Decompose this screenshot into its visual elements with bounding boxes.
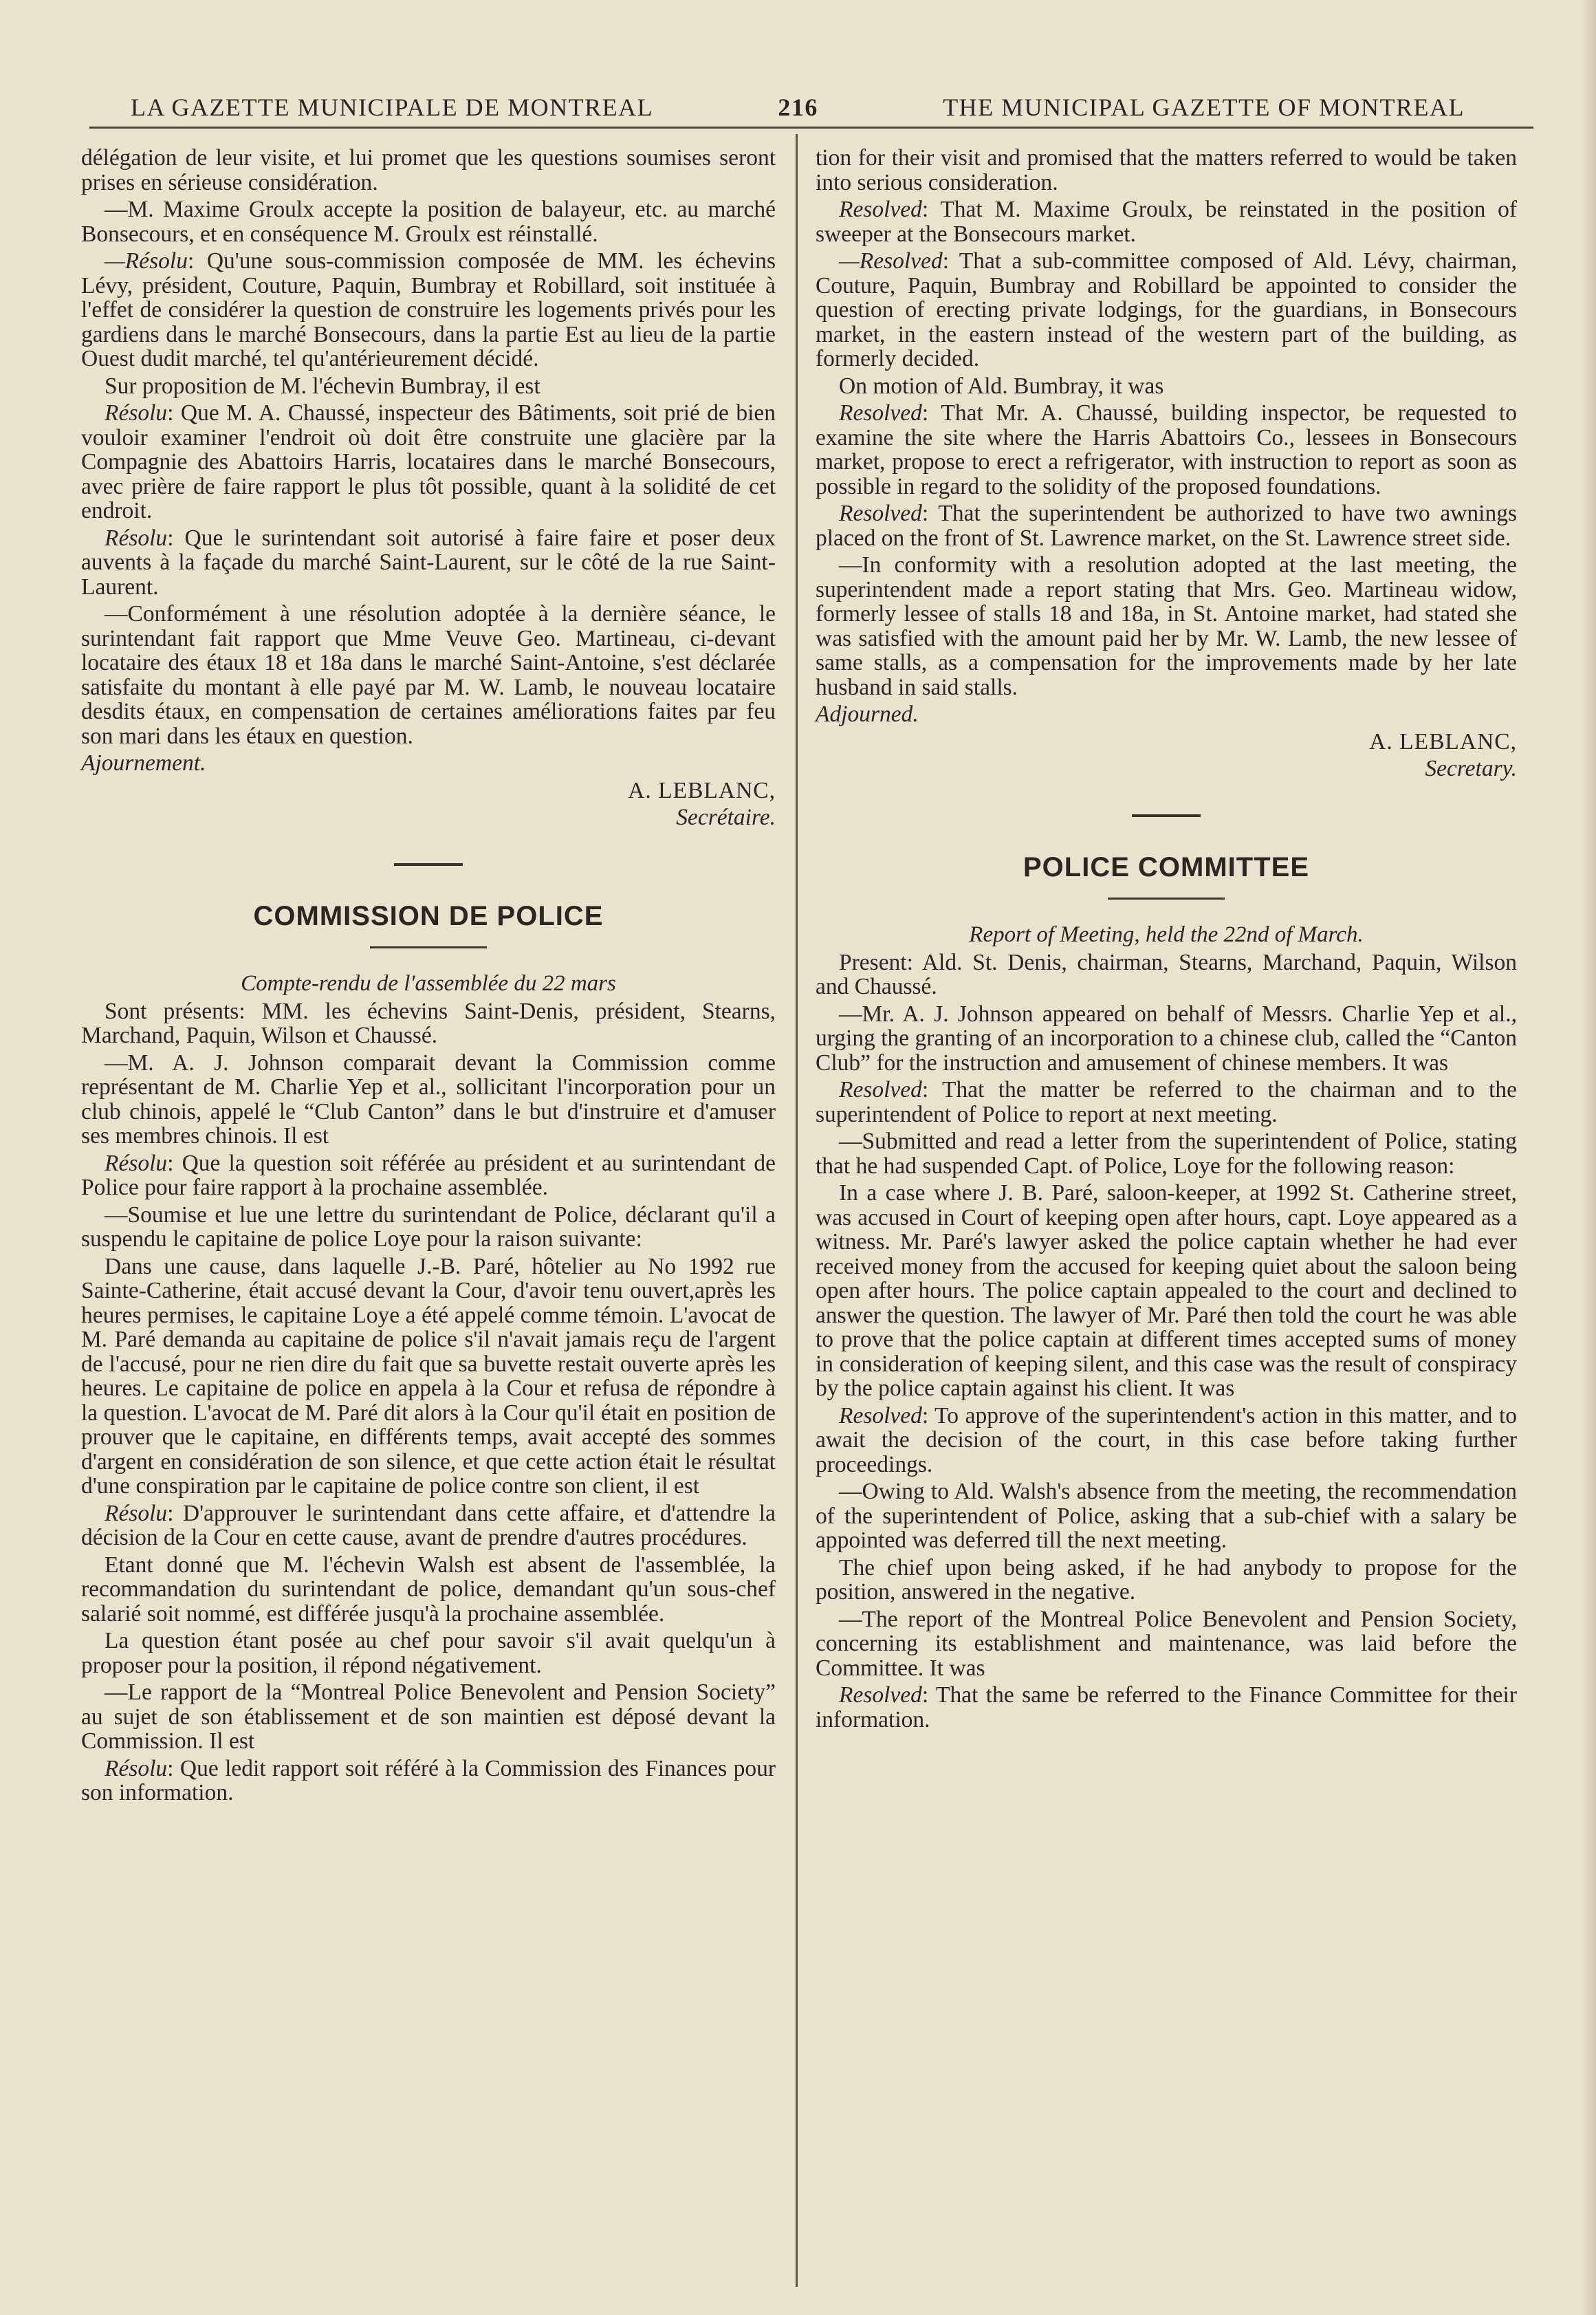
section-separator xyxy=(1132,814,1201,817)
paragraph xyxy=(81,1151,776,1200)
paragraph: tion for their visit and promised that the matters referred to would be taken into serious consideration. xyxy=(816,145,1517,195)
resolution-label: Resolved xyxy=(839,501,922,526)
paragraph: —M. A. J. Johnson comparait devant la Commission comme représentant de M. Charlie Yep et al., sollicitant l'incorporation pour un club chinois, appelé le “Club Canton” dans le but d'instruire et d'amuser ses membres chinois. Il est xyxy=(81,1050,776,1149)
resolution-text: : D'approuver le surintendant dans cette affaire, et d'attendre la décision de la Cour en cette cause, avant de prendre d'autres procédures. xyxy=(81,1500,776,1550)
resolution-label: Resolved xyxy=(839,400,922,426)
paragraph: —Mr. A. J. Johnson appeared on behalf of Messrs. Charlie Yep et al., urging the granting of an incorporation to a chinese club, called the “Canton Club” for the instruction and amusement of chinese members. It was xyxy=(816,1001,1517,1076)
resolution-text: : To approve of the superintendent's action in this matter, and to await the decision of the court, in this case before taking further proceedings. xyxy=(816,1402,1517,1477)
resolution-text: : Que la question soit référée au président et au surintendant de Police pour faire rapport à la prochaine assemblée. xyxy=(81,1150,776,1200)
paragraph: —M. Maxime Groulx accepte la position de balayeur, etc. au marché Bonsecours, et en conséquence M. Groulx est réinstallé. xyxy=(81,197,776,247)
paragraph: —Conformément à une résolution adoptée à la dernière séance, le surintendant fait rapport que Mme Veuve Geo. Martineau, ci-devant locataire des étaux 18 et 18a dans le marché Saint-Antoine, s'est déclarée satisfaite du montant à elle payé par M. W. Lamb, le nouveau locataire desdits étaux, en compensation de certaines améliorations faites par feu son mari dans les étaux en question. xyxy=(81,601,776,749)
paragraph: Present: Ald. St. Denis, chairman, Stearns, Marchand, Paquin, Wilson and Chaussé. xyxy=(816,949,1517,999)
resolution-text: : That the same be referred to the Finance Committee for their information. xyxy=(816,1682,1517,1732)
resolution-label: —Resolved xyxy=(839,248,943,274)
resolution-text: : That the superintendent be authorized to have two awnings placed on the front of St. Lawrence market, on the St. Lawrence street side. xyxy=(816,501,1517,551)
resolution-label: Resolved xyxy=(839,1402,922,1428)
paragraph xyxy=(81,1501,776,1550)
paragraph xyxy=(81,526,776,600)
paragraph: Dans une cause, dans laquelle J.-B. Paré, hôtelier au No 1992 rue Sainte-Catherine, était accusé devant la Cour, d'avoir tenu ouvert,après les heures permises, le capitaine Loye a été appelé comme témoin. L'avocat de M. Paré demanda au capitaine de police s'il n'avait jamais reçu de l'argent de l'accusé, pour ne rien dire du fait que sa buvette restait ouverte après les heures. Le capitaine de police en appela à la Cour et refusa de répondre à la question. L'avocat de M. Paré dit alors à la Cour qu'il était en position de prouver que le capitaine, en différents temps, avait accepté des sommes d'argent en considération de son silence, et que cette action était le résultat d'une conspiration par le capitaine de police contre son client, il est xyxy=(81,1253,776,1499)
paragraph xyxy=(81,1757,776,1805)
paragraph xyxy=(816,401,1517,499)
paragraph: Sont présents: MM. les échevins Saint-Denis, président, Stearns, Marchand, Paquin, Wilson et Chaussé. xyxy=(81,998,776,1048)
paragraph xyxy=(816,1683,1517,1732)
section-title: COMMISSION DE POLICE xyxy=(253,900,604,931)
resolution-text: : Qu'une sous-commission composée de MM. les échevins Lévy, président, Couture, Paquin, Bumbray et Robillard, soit instituée à l'effet de considérer la question de construire les logements privés pour les gardiens dans le marché Bonsecours, dans la partie Est au lieu de la partie Ouest dudit marché, tel qu'antérieurement décidé. xyxy=(81,248,776,371)
resolution-label: Resolved xyxy=(839,1077,922,1102)
resolution-label: Résolu xyxy=(105,525,168,551)
resolution-label: Résolu xyxy=(105,400,168,426)
resolution-text: : Que ledit rapport soit référé à la Commission des Finances pour son information. xyxy=(81,1755,776,1805)
resolution-label: Resolved xyxy=(839,197,922,222)
paragraph: —Owing to Ald. Walsh's absence from the meeting, the recommendation of the superintendent of Police, asking that a sub-chief with a salary be appointed was deferred till the next meeting. xyxy=(816,1479,1517,1553)
title-rule xyxy=(370,946,487,948)
paragraph: La question étant posée au chef pour savoir s'il avait quelqu'un à proposer pour la position, il répond négativement. xyxy=(81,1628,776,1678)
paragraph: —Submitted and read a letter from the superintendent of Police, stating that he had suspended Capt. of Police, Loye for the following reason: xyxy=(816,1129,1517,1179)
paragraph: In a case where J. B. Paré, saloon-keeper, at 1992 St. Catherine street, was accused in Court of keeping open after hours, capt. Loye appeared as a witness. Mr. Paré's lawyer asked the police captain whether he had ever received money from the accused for keeping quiet about the saloon being open after hours. The police captain appealed to the court and declined to answer the question. The lawyer of Mr. Paré then told the court he was able to prove that the police captain at different times accepted sums of money in consideration of keeping silent, and this case was the result of conspiracy by the police captain against his client. It was xyxy=(816,1180,1517,1401)
resolution-label: Résolu xyxy=(105,1150,168,1176)
title-rule xyxy=(1108,898,1225,900)
signature-title: Secrétaire. xyxy=(676,805,776,830)
signature-name: A. LEBLANC, xyxy=(628,777,776,803)
paragraph: —In conformity with a resolution adopted at the last meeting, the superintendent made a report stating that Mrs. Geo. Martineau widow, formerly lessee of stalls 18 and 18a, in St. Antoine market, had stated she was satisfied with the amount paid her by Mr. W. Lamb, the new lessee of same stalls, as a compensation for the improvements made by her late husband in said stalls. xyxy=(816,552,1517,700)
section-separator xyxy=(394,863,463,866)
section-subtitle: Compte-rendu de l'assemblée du 22 mars xyxy=(241,971,616,996)
resolution-text: : That a sub-committee composed of Ald. Lévy, chairman, Couture, Paquin, Bumbray and Robillard be appointed to consider the question of erecting private lodgings, for the guardians, in Bonsecours market, in the eastern instead of the western part of the building, as formerly decided. xyxy=(816,248,1517,371)
adjournment: Ajournement. xyxy=(81,750,206,776)
resolution-text: : Que M. A. Chaussé, inspecteur des Bâtiments, soit prié de bien vouloir examiner l'endroit où doit être construite une glacière par la Compagnie des Abattoirs Harris, locataires dans le marché Bonsecours, avec prière de faire rapport le plus tôt possible, quant à la solidité de cet endroit. xyxy=(81,400,776,523)
signature-name: A. LEBLANC, xyxy=(1369,728,1517,754)
resolution-text: : Que le surintendant soit autorisé à faire faire et poser deux auvents à la façade du marché Saint-Laurent, sur le côté de la rue Saint-Laurent. xyxy=(81,525,776,600)
paragraph xyxy=(816,249,1517,371)
adjournment: Adjourned. xyxy=(816,702,919,727)
running-header xyxy=(131,88,1465,127)
paragraph: —Le rapport de la “Montreal Police Benevolent and Pension Society” au sujet de son établissement et de son maintien est déposé devant la Commission. Il est xyxy=(81,1680,776,1754)
paragraph: —The report of the Montreal Police Benevolent and Pension Society, concerning its establishment and maintenance, was laid before the Committee. It was xyxy=(816,1606,1517,1681)
header-rule xyxy=(89,127,1533,129)
paragraph xyxy=(816,501,1517,550)
resolution-label: —Résolu xyxy=(105,248,188,274)
signature-title: Secretary. xyxy=(1425,756,1517,781)
paragraph: On motion of Ald. Bumbray, it was xyxy=(839,373,1164,399)
header-english-title: THE MUNICIPAL GAZETTE OF MONTREAL xyxy=(943,94,1465,121)
paragraph: —Soumise et lue une lettre du surintendant de Police, déclarant qu'il a suspendu le capitaine de police Loye pour la raison suivante: xyxy=(81,1202,776,1252)
resolution-text: : That Mr. A. Chaussé, building inspector, be requested to examine the site where the Harris Abattoirs Co., lessees in Bonsecours market, propose to erect a refrigerator, with instruction to report as soon as possible in regard to the solidity of the proposed foundations. xyxy=(816,400,1517,499)
section-subtitle: Report of Meeting, held the 22nd of March. xyxy=(969,922,1364,947)
resolution-label: Resolved xyxy=(839,1682,922,1708)
resolution-label: Résolu xyxy=(105,1500,168,1526)
paragraph xyxy=(816,1404,1517,1477)
paragraph xyxy=(81,401,776,523)
column-divider xyxy=(796,134,798,2287)
french-column xyxy=(81,146,776,1808)
paragraph xyxy=(816,1078,1517,1127)
paragraph: délégation de leur visite, et lui promet que les questions soumises seront prises en sérieuse considération. xyxy=(81,145,776,195)
resolution-text: : That M. Maxime Groulx, be reinstated in the position of sweeper at the Bonsecours market. xyxy=(816,197,1517,247)
resolution-label: Résolu xyxy=(105,1755,168,1781)
page-number: 216 xyxy=(778,94,818,121)
paragraph: Sur proposition de M. l'échevin Bumbray, il est xyxy=(105,373,540,399)
resolution-text: : That the matter be referred to the chairman and to the superintendent of Police to report at next meeting. xyxy=(816,1077,1517,1127)
section-title: POLICE COMMITTEE xyxy=(1023,851,1309,882)
english-column xyxy=(816,146,1517,1735)
paragraph xyxy=(81,249,776,371)
header-french-title: LA GAZETTE MUNICIPALE DE MONTREAL xyxy=(131,94,654,121)
paragraph: Etant donné que M. l'échevin Walsh est absent de l'assemblée, la recommandation du surintendant de police, demandant qu'un sous-chef salarié soit nommé, est différée jusqu'à la prochaine assemblée. xyxy=(81,1552,776,1627)
paragraph xyxy=(816,197,1517,246)
paragraph: The chief upon being asked, if he had anybody to propose for the position, answered in the negative. xyxy=(816,1554,1517,1605)
page-edge-shadow xyxy=(1581,0,1596,2315)
